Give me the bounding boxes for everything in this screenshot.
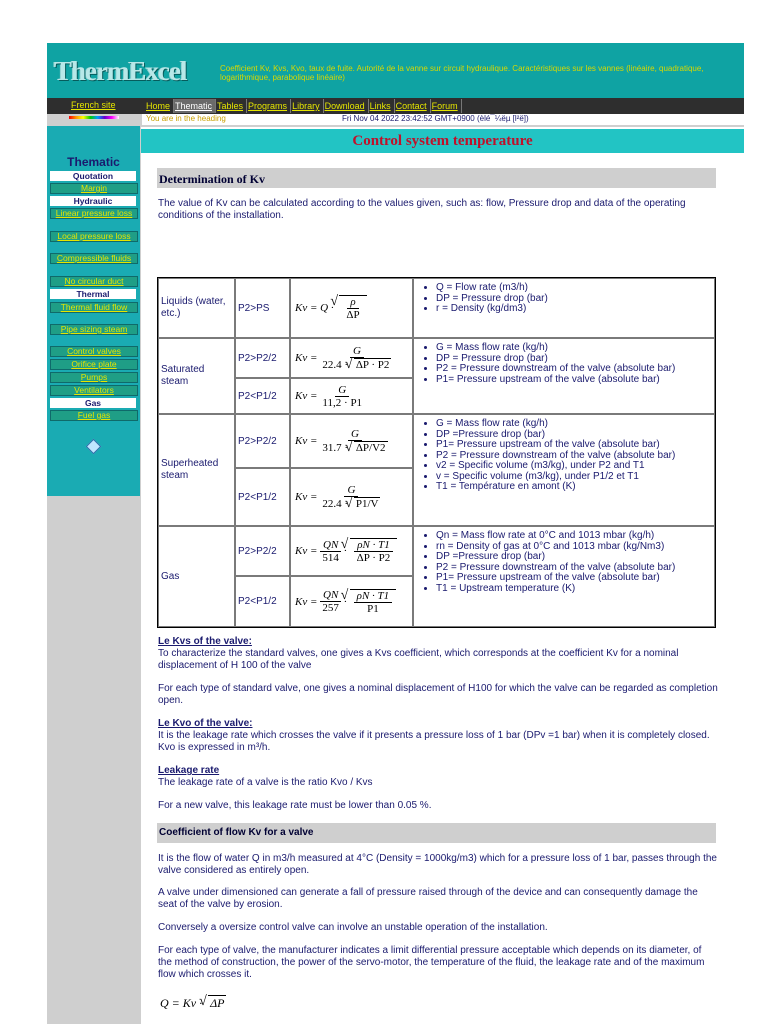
def-item: • T1 = Upstream temperature (K): [436, 584, 712, 595]
def-item: • P2 = Pressure downstream of the valve (absolute bar): [436, 563, 712, 574]
def-item: • r = Density (kg/dm3): [436, 304, 712, 315]
menu-home[interactable]: Home: [145, 99, 174, 113]
f-p1: P1: [367, 602, 379, 615]
f-const: 257: [322, 602, 339, 614]
sidebar-item-pipe-sizing-steam[interactable]: Pipe sizing steam: [50, 324, 138, 335]
sidebar-item-ventilators[interactable]: Ventilators: [50, 385, 138, 396]
top-nav: [47, 98, 744, 114]
menu-programs[interactable]: Programs: [247, 99, 291, 113]
sidebar-item-pumps[interactable]: Pumps: [50, 372, 138, 383]
main-content: [141, 127, 744, 1024]
sqrt-symbol: √ ΔP/V2: [354, 441, 388, 454]
f-kv: Kv: [295, 352, 308, 364]
f-eq: =: [309, 545, 318, 557]
def-item: • P2 = Pressure downstream of the valve (absolute bar): [436, 451, 712, 462]
def-item: • v2 = Specific volume (m3/kg), under P2 and T1: [436, 461, 712, 472]
sidebar-item-no-circular-duct[interactable]: No circular duct: [50, 276, 138, 287]
sidebar-item-linear-pressure-loss[interactable]: Linear pressure loss: [50, 208, 138, 219]
sidebar-item-orifice-plate[interactable]: Orifice plate: [50, 359, 138, 370]
liquids-formula: Kv = Q · √ $\frac{\rho}{\Delta P}$: [290, 278, 413, 338]
def-item: • P1= Pressure upstream of the valve (absolute bar): [436, 375, 712, 386]
f-kv: Kv: [295, 390, 308, 402]
main-menu: [145, 99, 462, 113]
sidebar: [47, 126, 140, 496]
def-item: • Qn = Mass flow rate at 0°C and 1013 mbar (kg/h): [436, 531, 712, 542]
current-date: Fri Nov 04 2022 23:42:52 GMT+0900 (èlé¯¼ëµ [l²ë]): [342, 114, 529, 123]
kvo-heading: Le Kvo of the valve:: [158, 718, 253, 729]
sidebar-item-margin[interactable]: Margin: [50, 183, 138, 194]
sidebar-group-hydraulic: Hydraulic: [50, 196, 136, 206]
f-const: 22.4: [322, 498, 342, 510]
site-logo[interactable]: ThermExcel: [54, 56, 187, 86]
def-item: • G = Mass flow rate (kg/h): [436, 419, 712, 430]
kvs-heading: Le Kvs of the valve:: [158, 636, 252, 647]
kvs-paragraph-1: To characterize the standard valves, one gives a Kvs coefficient, which corresponds at the coefficient Kv for a nominal displacement of H 100 of the valve: [158, 648, 679, 671]
heading-note: You are in the heading: [146, 114, 226, 123]
gas-condition-1: P2>P2/2: [235, 526, 290, 576]
page-title: Control system temperature: [141, 129, 744, 153]
sqrt-symbol: √ ΔP: [208, 995, 226, 1011]
f-g: G: [335, 384, 349, 397]
def-item: • P1= Pressure upstream of the valve (absolute bar): [436, 440, 712, 451]
menu-links[interactable]: Links: [369, 99, 395, 113]
def-item: • DP = Pressure drop (bar): [436, 354, 712, 365]
row-liquids-label: Liquids (water, etc.): [158, 278, 235, 338]
sqrt-symbol: √ ΔP · P2: [354, 358, 392, 371]
f-kv: Kv: [295, 302, 308, 314]
gas-definitions: [413, 526, 715, 627]
f-const: 11,2: [322, 396, 342, 409]
gas-condition-2: P2<P1/2: [235, 576, 290, 627]
def-item: • P2 = Pressure downstream of the valve (absolute bar): [436, 364, 712, 375]
row-saturated-steam-label: Saturated steam: [158, 338, 235, 414]
gas-formula-2: Kv = $\frac{QN}{257}$ · √ $\frac{\rho N \cdot T1}{P1}$: [290, 576, 413, 627]
color-strip: [69, 116, 119, 119]
f-p1: P1: [350, 396, 363, 409]
sat-definitions: [413, 338, 715, 414]
f-eq: =: [309, 352, 318, 364]
sat-formula-1: Kv = $\frac{G}{22.4 \cdot √ \Delta P \cdot P2}$: [290, 338, 413, 378]
f-eq: =: [309, 302, 318, 314]
menu-download[interactable]: Download: [324, 99, 369, 113]
section-coefficient-flow: Coefficient of flow Kv for a valve: [157, 823, 716, 843]
f-g: G: [348, 428, 362, 441]
liquids-definitions: [413, 278, 715, 338]
sidebar-item-fuel-gas[interactable]: Fuel gas: [50, 410, 138, 421]
site-header: [47, 43, 744, 98]
f-rn-t1: √ ρN · T1: [354, 539, 392, 552]
sidebar-item-compressible-fluids[interactable]: Compressible fluids: [50, 253, 138, 264]
flow-paragraph-1: It is the flow of water Q in m3/h measured at 4°C (Density = 1000kg/m3) which for a pressure loss of 1 bar, passes through the valve considered as entirely open.: [158, 853, 717, 876]
french-site-link[interactable]: French site: [71, 100, 116, 110]
flow-paragraph-4: For each type of valve, the manufacturer indicates a limit differential pressure acceptable which depends on its diameter, of the method of construction, the power of the servo-motor, the temperature of the fluid, the leakage rate and of the maximum flow which crosses it.: [158, 945, 705, 980]
liquids-condition: P2>PS: [235, 278, 290, 338]
f-eq: =: [309, 595, 318, 608]
sidebar-item-thermal-fluid-flow[interactable]: Thermal fluid flow: [50, 302, 138, 313]
bottom-formula: [160, 995, 226, 1011]
f-kv: Kv: [295, 435, 308, 447]
sidebar-item-control-valves[interactable]: Control valves: [50, 346, 138, 357]
sat-formula-2: Kv = $\frac{G}{11,2 \cdot P1}$: [290, 378, 413, 414]
sidebar-title: Thematic: [67, 155, 120, 169]
sqrt-symbol: [350, 538, 398, 564]
f-kv: Kv: [295, 545, 308, 557]
sup-condition-1: P2>P2/2: [235, 414, 290, 468]
f-const: 514: [322, 551, 339, 564]
sup-definitions: [413, 414, 715, 526]
def-item: • P1= Pressure upstream of the valve (absolute bar): [436, 573, 712, 584]
sidebar-item-local-pressure-loss[interactable]: Local pressure loss: [50, 231, 138, 242]
flow-paragraph-3: Conversely a oversize control valve can involve an unstable operation of the installation.: [158, 922, 548, 933]
row-superheated-steam-label: Superheated steam: [158, 414, 235, 526]
sup-formula-1: Kv = $\frac{G}{31.7 \cdot √ \Delta P/V2}$: [290, 414, 413, 468]
f-const: 31.7: [322, 442, 342, 454]
leakage-heading: Leakage rate: [158, 765, 220, 776]
f-q: Q: [320, 302, 329, 314]
sidebar-group-gas: Gas: [50, 398, 136, 408]
f-dp: ΔP: [346, 309, 360, 321]
f-g: G: [344, 484, 358, 497]
flow-paragraph-2: A valve under dimensioned can generate a fall of pressure raised through of the device and can consequently damage the seat of the valve by erosion.: [158, 887, 698, 910]
sidebar-group-quotation: Quotation: [50, 171, 136, 181]
heading-row: [142, 114, 744, 125]
f-kv: Kv: [295, 595, 308, 608]
def-item: • DP = Pressure drop (bar): [436, 294, 712, 305]
sqrt-symbol: [350, 589, 396, 615]
def-item: • T1 = Température en amont (K): [436, 482, 712, 493]
f-qn: QN: [320, 589, 341, 602]
f-kv: Kv: [295, 491, 308, 503]
intro-paragraph: The value of Kv can be calculated according to the values given, such as: flow, Pressure drop and data of the operating conditions of the installation.: [158, 198, 686, 221]
f-eq: =: [309, 390, 318, 402]
def-item: • rn = Density of gas at 0°C and 1013 mbar (kg/Nm3): [436, 542, 712, 553]
row-gas-label: Gas: [158, 526, 235, 627]
def-item: • G = Mass flow rate (kg/h): [436, 343, 712, 354]
menu-tables[interactable]: Tables: [216, 99, 247, 113]
header-description: Coefficient Kv, Kvs, Kvo, taux de fuite. Autorité de la vanne sur circuit hydraulique. Caractéristiques sur les vannes (linéaire, quadratique, logarithmique, parabolique linéaire): [220, 64, 704, 82]
sup-condition-2: P2<P1/2: [235, 468, 290, 526]
page-frame: [47, 43, 744, 1024]
menu-thematic[interactable]: Thematic: [174, 99, 216, 113]
def-item: • DP =Pressure drop (bar): [436, 430, 712, 441]
sat-condition-1: P2>P2/2: [235, 338, 290, 378]
menu-contact[interactable]: Contact: [395, 99, 431, 113]
f-rn-t1: √ ρN · T1: [354, 590, 392, 603]
bottom-formula-lhs: Q = Kv ·: [160, 996, 203, 1010]
leakage-paragraph-2: For a new valve, this leakage rate must be lower than 0.05 %.: [158, 800, 432, 811]
sqrt-symbol: √ P1/V: [354, 497, 381, 510]
def-item: • DP =Pressure drop (bar): [436, 552, 712, 563]
f-eq: =: [309, 435, 318, 447]
def-item: • v = Specific volume (m3/kg), under P1/2 et T1: [436, 472, 712, 483]
menu-library[interactable]: Library: [291, 99, 324, 113]
f-qn: QN: [320, 539, 341, 552]
menu-forum[interactable]: Forum: [431, 99, 462, 113]
sqrt-symbol: [339, 295, 366, 321]
f-dp-p2: ΔP · P2: [356, 552, 391, 564]
sup-formula-2: Kv = $\frac{G}{22.4 \cdot √ P1/V}$: [290, 468, 413, 526]
sat-condition-2: P2<P1/2: [235, 378, 290, 414]
gas-formula-1: Kv = $\frac{QN}{514}$ · √ $\frac{\rho N \cdot T1}{\Delta P \cdot P2}$: [290, 526, 413, 576]
def-item: • Q = Flow rate (m3/h): [436, 283, 712, 294]
diamond-icon[interactable]: [86, 439, 102, 455]
kvs-paragraph-2: For each type of standard valve, one gives a nominal displacement of H100 for which the valve can be regarded as completion open.: [158, 683, 718, 706]
kv-formula-table: [157, 277, 716, 628]
sidebar-group-thermal: Thermal: [50, 289, 136, 299]
f-eq: =: [309, 491, 318, 503]
kvo-paragraph: It is the leakage rate which crosses the valve if it presents a pressure loss of 1 bar (DPv =1 bar) when it is completely closed. Kvo is expressed in m³/h.: [158, 730, 710, 753]
section-determination-kv: Determination of Kv: [157, 168, 716, 188]
f-rho: √ ρ: [347, 296, 358, 309]
leakage-paragraph-1: The leakage rate of a valve is the ratio Kvo / Kvs: [158, 777, 373, 788]
f-const: 22.4: [322, 359, 342, 371]
f-g: G: [350, 345, 364, 358]
